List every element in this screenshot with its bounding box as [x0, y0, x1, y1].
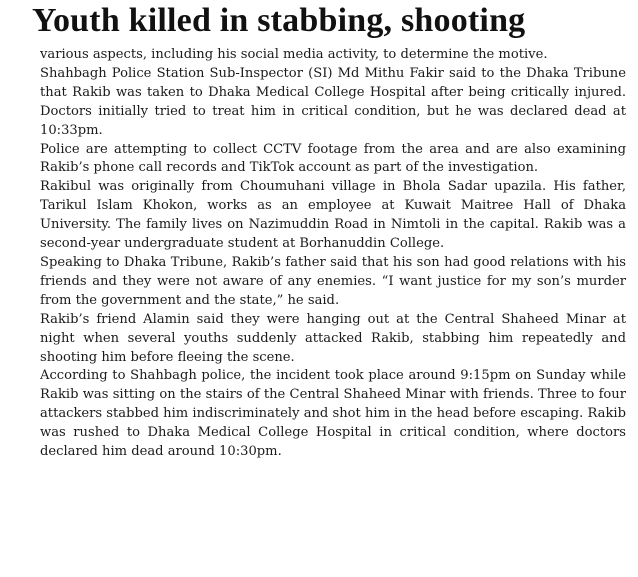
- article-paragraph-5: Speaking to Dhaka Tribune, Rakib’s father said that his son had good relations with his friends and they were not aware of any enemies. “I want justice for my son’s murder from the government and the state,” he said.: [40, 254, 626, 308]
- article-paragraph-4: Rakibul was originally from Choumuhani village in Bhola Sadar upazila. His father, Tarikul Islam Khokon, works as an employee at Kuwait Maitree Hall of Dhaka University. The family lives on Nazimuddin Road in Nimtoli in the capital. Rakib was a second-year undergraduate student at Borhanuddin College.: [40, 179, 626, 252]
- article-paragraph-6: Rakib’s friend Alamin said they were hanging out at the Central Shaheed Minar at night when several youths suddenly attacked Rakib, stabbing him repeatedly and shooting him before fleeing the scene.: [40, 311, 626, 365]
- article-paragraph-1: various aspects, including his social media activity, to determine the motive.: [40, 47, 548, 62]
- headline: Youth killed in stabbing, shooting: [32, 2, 526, 39]
- article-paragraph-3: Police are attempting to collect CCTV footage from the area and are also examining Rakib’s phone call records and TikTok account as part of the investigation.: [40, 141, 626, 176]
- article-paragraph-7: According to Shahbagh police, the incident took place around 9:15pm on Sunday while Rakib was sitting on the stairs of the Central Shaheed Minar with friends. Three to four attackers stabbed him indiscriminately and shot him in the head before escaping. Rakib was rushed to Dhaka Medical College Hospital in critical condition, where doctors declared him dead around 10:30pm.: [40, 368, 626, 460]
- article-paragraph-2: Shahbagh Police Station Sub-Inspector (SI) Md Mithu Fakir said to the Dhaka Tribune that Rakib was taken to Dhaka Medical College Hospital after being critically injured. Doctors initially tried to treat him in critical condition, but he was declared dead at 10:33pm.: [40, 65, 626, 138]
- article-body: [40, 46, 626, 462]
